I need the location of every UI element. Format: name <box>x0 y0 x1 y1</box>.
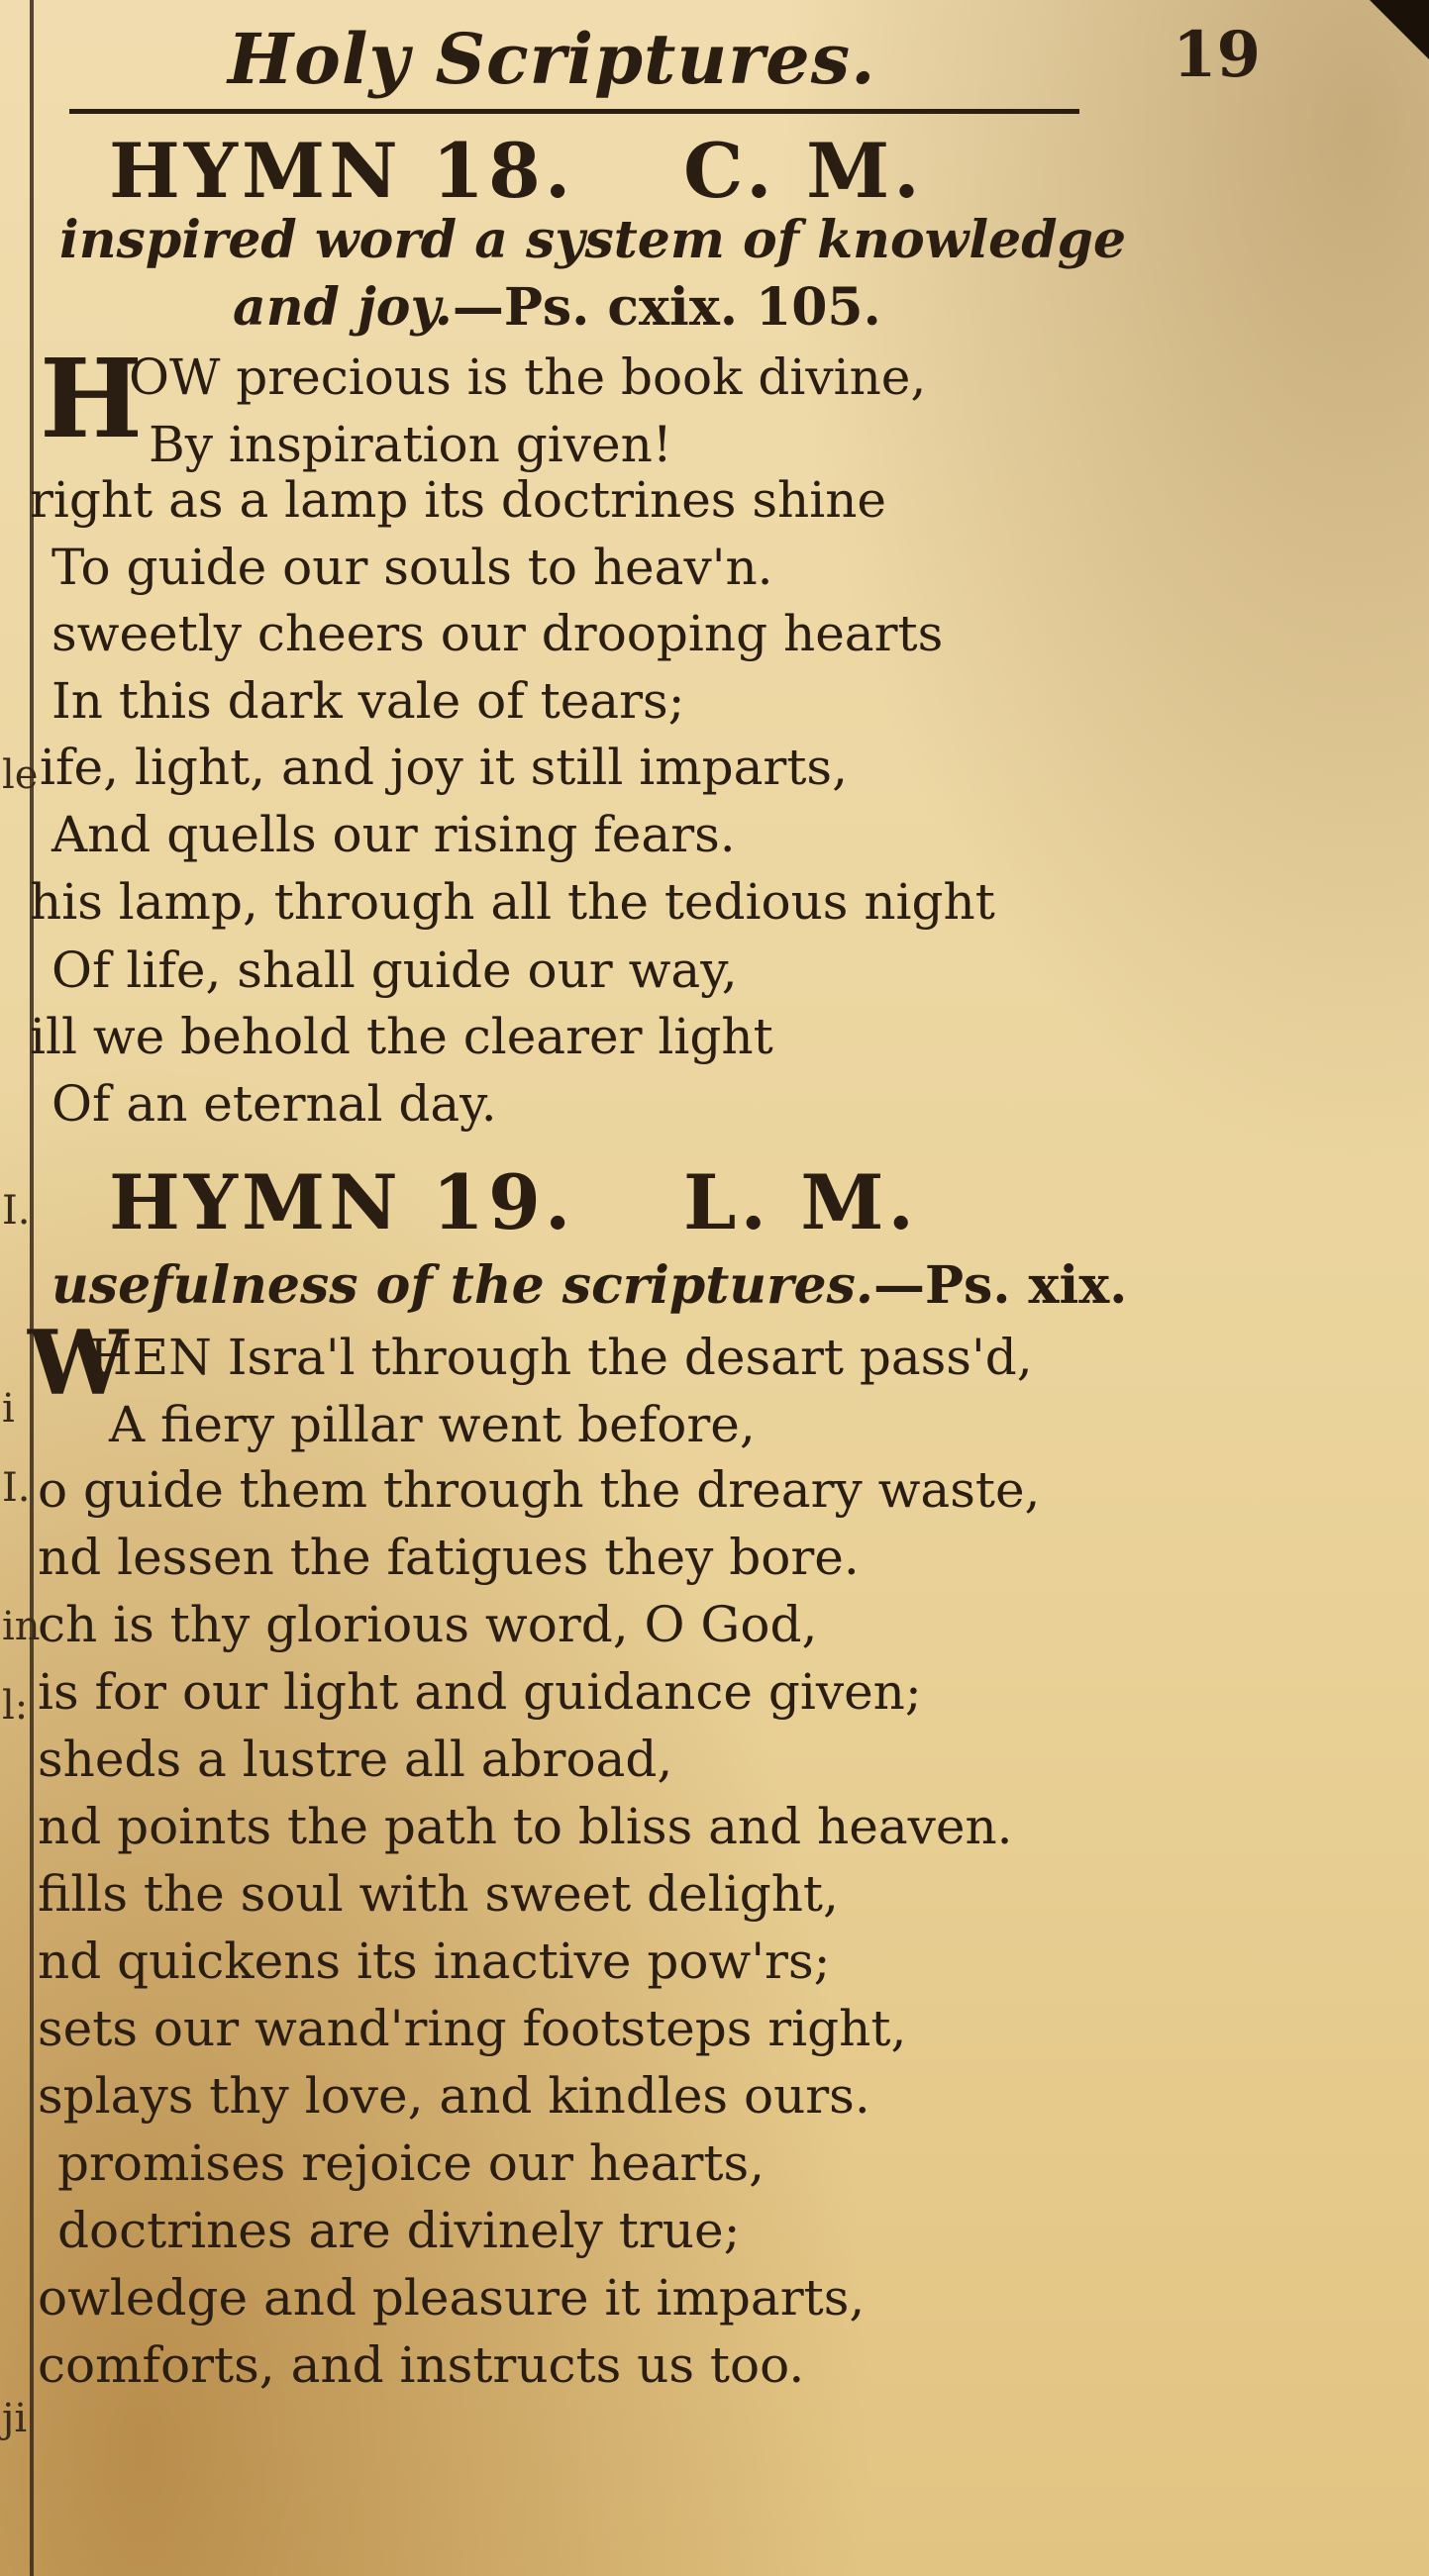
verse-line: fills the soul with sweet delight, <box>38 1865 839 1923</box>
hymn-number: HYMN 19. <box>109 1158 575 1246</box>
verse-line: Of an eternal day. <box>51 1075 497 1133</box>
spine-edge <box>30 0 34 2576</box>
scripture-reference: —Ps. cxix. 105. <box>452 277 881 338</box>
hymn-19-title <box>109 1158 918 1246</box>
verse-line: doctrines are divinely true; <box>57 2202 741 2259</box>
verse-line: sweetly cheers our drooping hearts <box>51 605 944 662</box>
gutter-mark: in <box>2 1604 41 1649</box>
verse-line: A fiery pillar went before, <box>109 1396 756 1453</box>
hymn-topic: usefulness of the scriptures. <box>51 1255 873 1316</box>
verse-line: In this dark vale of tears; <box>51 672 685 730</box>
verse-line: right as a lamp its doctrines shine <box>30 471 886 529</box>
verse-line: ife, light, and joy it still imparts, <box>40 739 848 796</box>
hymn-18-subtitle-2 <box>233 277 881 338</box>
verse-line: HEN Isra'l through the desart pass'd, <box>89 1329 1033 1386</box>
gutter-mark: i <box>2 1386 15 1432</box>
hymn-19-subtitle <box>51 1255 1127 1316</box>
gutter-marks <box>0 0 41 2576</box>
hymn-topic: inspired word a system of knowledge <box>59 210 1127 270</box>
hymn-meter: C. M. <box>683 127 924 215</box>
verse-line: OW precious is the book divine, <box>129 348 927 406</box>
gutter-mark: I. <box>2 1465 31 1511</box>
running-head: Holy Scriptures. <box>228 18 876 100</box>
page-number: 19 <box>1172 18 1261 92</box>
scripture-reference: —Ps. xix. <box>872 1255 1128 1316</box>
gutter-mark: ji <box>2 2396 28 2441</box>
hymn-number: HYMN 18. <box>109 127 575 215</box>
verse-line: comforts, and instructs us too. <box>38 2336 805 2394</box>
verse-line: And quells our rising fears. <box>51 806 736 863</box>
hymn-topic: and joy. <box>233 277 453 338</box>
verse-line: ch is thy glorious word, O God, <box>38 1596 818 1653</box>
verse-line: o guide them through the dreary waste, <box>38 1461 1041 1519</box>
verse-line: To guide our souls to heav'n. <box>51 539 773 596</box>
gutter-mark: le <box>2 752 39 798</box>
verse-line: splays thy love, and kindles ours. <box>38 2067 870 2125</box>
verse-line: nd lessen the fatigues they bore. <box>38 1529 860 1586</box>
hymn-meter: L. M. <box>683 1158 918 1246</box>
header-rule <box>69 109 1079 114</box>
verse-line: nd points the path to bliss and heaven. <box>38 1798 1013 1855</box>
verse-line: ill we behold the clearer light <box>30 1008 773 1065</box>
hymn-18-subtitle-1 <box>59 210 1126 270</box>
verse-line: By inspiration given! <box>149 416 672 473</box>
verse-line: owledge and pleasure it imparts, <box>38 2269 866 2327</box>
verse-line: his lamp, through all the tedious night <box>30 873 995 931</box>
drop-cap: W <box>28 1311 129 1416</box>
drop-cap: H <box>40 335 143 462</box>
verse-line: Of life, shall guide our way, <box>51 941 738 999</box>
verse-line: sheds a lustre all abroad, <box>38 1731 673 1788</box>
gutter-mark: I. <box>2 1188 31 1234</box>
verse-line: is for our light and guidance given; <box>38 1663 922 1721</box>
verse-line: promises rejoice our hearts, <box>57 2134 766 2192</box>
verse-line: sets our wand'ring footsteps right, <box>38 2000 907 2057</box>
gutter-mark: l: <box>2 1683 29 1729</box>
page-corner-shadow <box>1370 0 1429 59</box>
hymn-18-title <box>109 127 924 215</box>
verse-line: nd quickens its inactive pow'rs; <box>38 1932 831 1990</box>
